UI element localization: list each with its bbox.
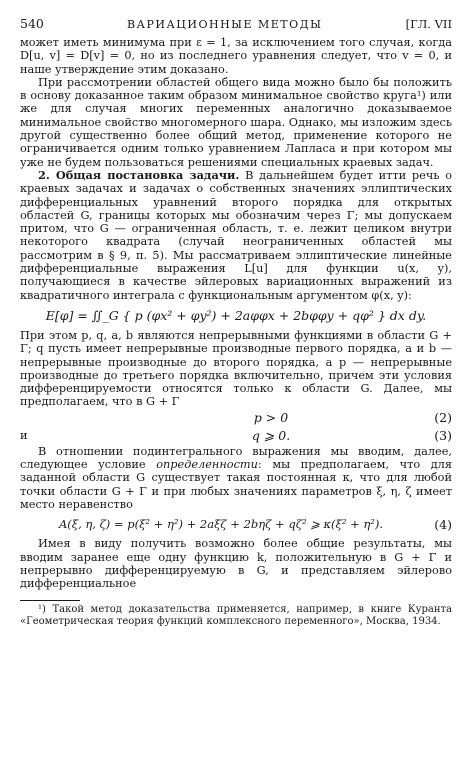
and-word: и [20,429,28,443]
equation-2-body: p > 0 [253,410,289,426]
equation-3 [20,427,452,445]
page-number: 540 [20,16,44,31]
paragraph-3 [20,169,452,302]
equation-4-body: A(ξ, η, ζ) = p(ξ² + η²) + 2aξζ + 2bηζ + qζ² ⩾ κ(ξ² + η²). [58,517,384,532]
paragraph-5-rest: : мы предполагаем, что для заданной области G существует такая постоянная κ, что для любой точки области G + Γ и при любых значениях параметров ξ, η, ζ имеет место неравенство [20,458,452,511]
running-header [20,16,452,36]
section-heading: 2. Общая постановка задачи. [38,167,240,182]
equation-4 [20,515,452,533]
paragraph-3-body: В дальнейшем будет итти речь о краевых задачах и задачах о собственных значениях эллиптических дифференциальных уравнений второго порядка для открытых областей G, границы которых мы обозначим через Γ; мы допускаем притом, что G — ограниченная область, т. е. лежит целиком внутри некоторого квадрата (случай неограниченных областей мы рассмотрим в § 9, п. 5). Мы рассматриваем эллиптические линейные дифференциальные выражения L[u] для функции u(x, y), получающиеся в качестве эйлеровых вариационных выражений из квадратичного интеграла с функциональным аргументом φ(x, y): [20,168,452,302]
paragraph-6: Имея в виду получить возможно более общие результаты, мы вводим заранее еще одну функцию k, положительную в G + Γ и непрерывно дифференцируемую в G, и представляем эйлерово дифференциальное [20,537,452,591]
footnote-rule [20,600,80,601]
paragraph-4: При этом p, q, a, b являются непрерывными функциями в области G + Γ; q пусть имеет непрерывные производные первого порядка, a и b — непрерывные производные до второго порядка, а p — непрерывные производные до третьего порядка включительно, причем эти условия дифференцируемости относятся только к области G. Далее, мы предполагаем, что в G + Γ [20,328,452,409]
chapter-label: [ГЛ. VII [405,17,452,31]
equation-3-number: (3) [434,428,452,444]
running-title: ВАРИАЦИОННЫЕ МЕТОДЫ [127,18,323,31]
paragraph-1: может иметь минимума при ε = 1, за исключением того случая, когда D[u, v] = D[v] = 0, но из последнего уравнения следует, что v = 0, и наше утверждение этим доказано. [20,36,452,76]
paragraph-2: При рассмотрении областей общего вида можно было бы положить в основу доказанное таким образом минимальное свойство круга¹) или же для случая многих переменных аналогично доказываемое минимальное свойство многомерного шара. Однако, мы изложим здесь другой существенно более общий метод, применение которого не ограничивается одним только уравнением Лапласа и при котором мы уже не будем пользоваться решениями специальных краевых задач. [20,75,452,169]
paragraph-5 [20,445,452,511]
footnote: ¹) Такой метод доказательства применяется, например, в книге Куранта «Геометрическая теория функций комплексного переменного», Москва, 1934. [20,604,452,628]
functional-formula: E[φ] = ∬_G { p (φx² + φy²) + 2aφφx + 2bφφy + qφ² } dx dy. [45,307,427,323]
equation-2-number: (2) [434,410,452,426]
emphasis-definiteness: определенности [156,458,258,472]
equation-3-body: q ⩾ 0. [251,428,291,444]
book-page [20,16,452,628]
equation-2 [20,409,452,427]
equation-4-number: (4) [434,516,452,532]
paragraph-5-start: В отношении подинтегрального выражения мы вводим, далее, следующее условие [20,444,452,472]
